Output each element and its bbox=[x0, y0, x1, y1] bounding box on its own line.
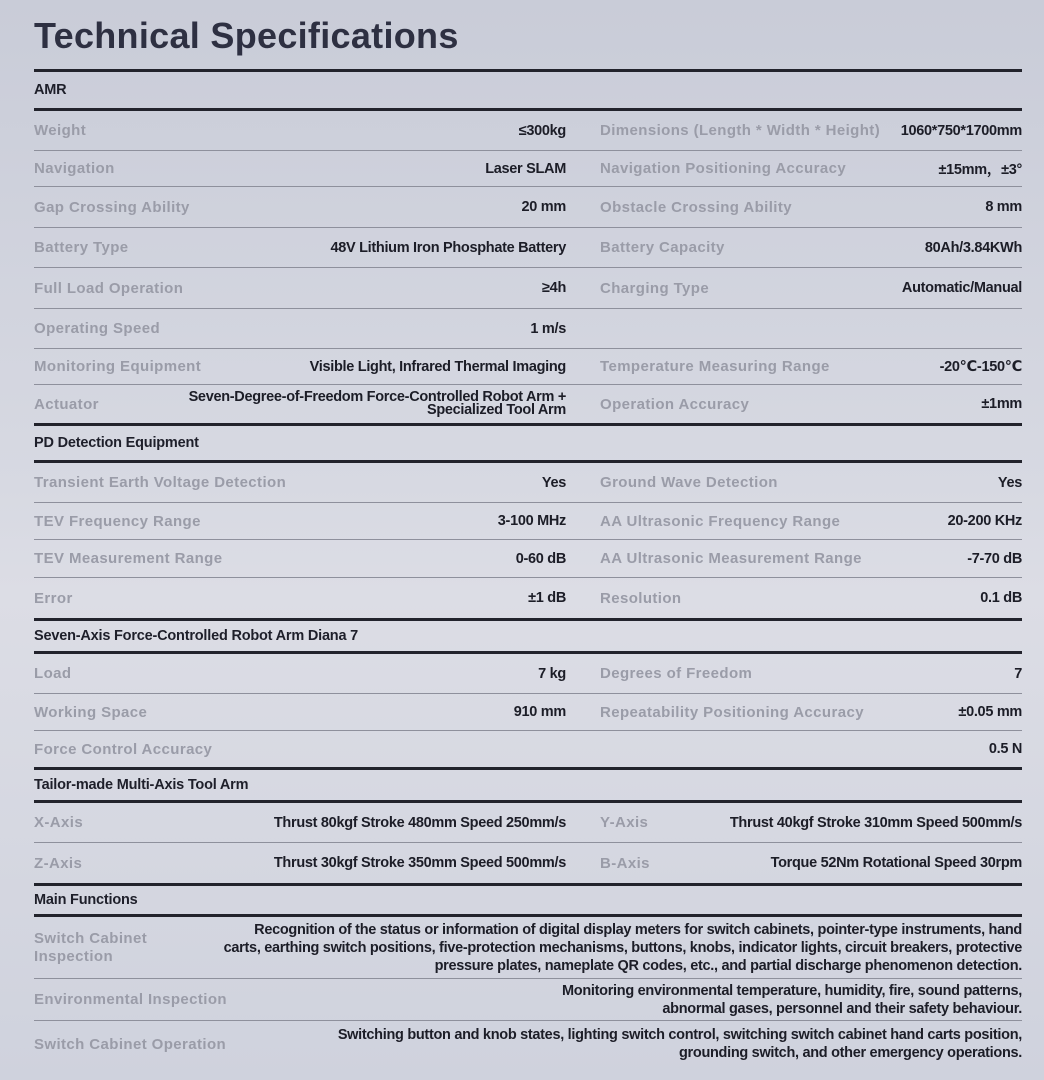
spec-value: Seven-Degree-of-Freedom Force-Controlled Robot Arm + Specialized Tool Arm bbox=[188, 389, 566, 418]
spec-label: Actuator bbox=[34, 395, 99, 413]
spec-label: Ground Wave Detection bbox=[600, 474, 778, 491]
spec-label: AA Ultrasonic Measurement Range bbox=[600, 550, 862, 567]
spec-row bbox=[34, 694, 1022, 731]
function-row bbox=[34, 1021, 1022, 1067]
spec-label: Dimensions (Length * Width * Height) bbox=[600, 122, 881, 139]
spec-value: 20 mm bbox=[521, 199, 566, 215]
spec-value: ±1mm bbox=[981, 396, 1022, 412]
spec-value: Laser SLAM bbox=[485, 160, 566, 177]
spec-value: 48V Lithium Iron Phosphate Battery bbox=[330, 239, 566, 256]
spec-label: B-Axis bbox=[600, 854, 650, 872]
spec-row bbox=[34, 843, 1022, 883]
spec-value: Automatic/Manual bbox=[901, 280, 1022, 296]
function-label: Switch Cabinet Operation bbox=[34, 1035, 227, 1053]
spec-label: Gap Crossing Ability bbox=[34, 198, 190, 216]
spec-value: 1060*750*1700mm bbox=[900, 122, 1022, 139]
spec-label: Battery Capacity bbox=[600, 239, 725, 256]
spec-value: 0.5 N bbox=[988, 741, 1022, 757]
spec-label: AA Ultrasonic Frequency Range bbox=[600, 512, 841, 530]
spec-label: Degrees of Freedom bbox=[600, 665, 753, 682]
spec-row bbox=[34, 228, 1022, 268]
spec-value: ±1 dB bbox=[528, 590, 566, 606]
spec-label: Operation Accuracy bbox=[600, 395, 750, 413]
spec-value: Thrust 80kgf Stroke 480mm Speed 250mm/s bbox=[273, 814, 566, 831]
spec-label: Y-Axis bbox=[600, 814, 649, 831]
spec-value: Thrust 40kgf Stroke 310mm Speed 500mm/s bbox=[729, 814, 1022, 831]
page-title: Technical Specifications bbox=[34, 15, 459, 56]
spec-value: ≥4h bbox=[542, 280, 566, 296]
spec-label: Obstacle Crossing Ability bbox=[600, 198, 792, 216]
spec-value: -20℃-150℃ bbox=[939, 358, 1022, 375]
spec-row bbox=[34, 268, 1022, 309]
spec-label: Full Load Operation bbox=[34, 279, 184, 297]
spec-value: ±0.05 mm bbox=[958, 704, 1022, 720]
spec-value: ±15mm，±3° bbox=[938, 162, 1022, 178]
spec-value: 20-200 KHz bbox=[947, 513, 1022, 529]
spec-value: ≤300kg bbox=[518, 122, 566, 139]
spec-label: Resolution bbox=[600, 589, 682, 607]
section-heading-pd: PD Detection Equipment bbox=[34, 423, 1022, 463]
function-label: Switch Cabinet Inspection bbox=[34, 929, 148, 965]
spec-value: 3-100 MHz bbox=[497, 513, 566, 529]
spec-value: 0-60 dB bbox=[515, 550, 566, 567]
spec-label: Transient Earth Voltage Detection bbox=[34, 474, 287, 491]
spec-label: Force Control Accuracy bbox=[34, 740, 213, 758]
spec-value: 80Ah/3.84KWh bbox=[924, 239, 1022, 256]
spec-label: TEV Measurement Range bbox=[34, 550, 223, 567]
spec-label: Operating Speed bbox=[34, 320, 161, 337]
spec-value: Visible Light, Infrared Thermal Imaging bbox=[309, 358, 566, 375]
spec-value: Yes bbox=[997, 474, 1022, 491]
spec-row bbox=[34, 151, 1022, 187]
section-heading-robot-arm: Seven-Axis Force-Controlled Robot Arm Diana 7 bbox=[34, 618, 1022, 654]
spec-label: Navigation bbox=[34, 160, 115, 177]
spec-value: 0.1 dB bbox=[980, 590, 1022, 606]
section-heading-tool-arm: Tailor-made Multi-Axis Tool Arm bbox=[34, 767, 1022, 803]
spec-value: 910 mm bbox=[513, 704, 566, 720]
spec-label: Error bbox=[34, 589, 73, 607]
spec-row bbox=[34, 540, 1022, 578]
function-label: Environmental Inspection bbox=[34, 991, 227, 1008]
spec-row bbox=[34, 309, 1022, 349]
spec-label: Weight bbox=[34, 122, 87, 139]
spec-label: Charging Type bbox=[600, 279, 710, 297]
spec-label: Navigation Positioning Accuracy bbox=[600, 160, 847, 177]
spec-value: 1 m/s bbox=[530, 320, 566, 337]
spec-value: 7 kg bbox=[538, 665, 566, 682]
spec-row bbox=[34, 385, 1022, 423]
section-heading-main-functions: Main Functions bbox=[34, 883, 1022, 917]
spec-value: Thrust 30kgf Stroke 350mm Speed 500mm/s bbox=[273, 855, 566, 871]
spec-row bbox=[34, 111, 1022, 151]
function-description: Monitoring environmental temperature, humidity, fire, sound patterns, abnormal gases, personnel and their safety behaviour. bbox=[562, 982, 1022, 1017]
section-heading-amr: AMR bbox=[34, 69, 1022, 111]
spec-value: Torque 52Nm Rotational Speed 30rpm bbox=[770, 855, 1022, 871]
spec-label: Monitoring Equipment bbox=[34, 358, 202, 375]
spec-value: -7-70 dB bbox=[967, 550, 1022, 567]
spec-row bbox=[34, 463, 1022, 503]
spec-row bbox=[34, 503, 1022, 540]
spec-value: 7 bbox=[1014, 665, 1022, 682]
spec-row bbox=[34, 803, 1022, 843]
function-description: Recognition of the status or information of digital display meters for switch cabinets, pointer-type instruments, hand carts, earthing switch positions, five-protection mechanisms, buttons, knobs, indicator lights, circuit breakers, protective pressure plates, nameplate QR codes, etc., and partial discharge phenomenon detection. bbox=[223, 921, 1022, 974]
spec-row bbox=[34, 349, 1022, 385]
spec-label: Temperature Measuring Range bbox=[600, 358, 830, 375]
spec-label: X-Axis bbox=[34, 814, 84, 831]
spec-sheet bbox=[34, 0, 1022, 1067]
spec-label: Load bbox=[34, 665, 72, 682]
spec-row bbox=[34, 578, 1022, 618]
function-description: Switching button and knob states, lighting switch control, switching switch cabinet hand carts position, grounding switch, and other emergency operations. bbox=[337, 1027, 1022, 1061]
spec-label: TEV Frequency Range bbox=[34, 512, 201, 530]
spec-value: Yes bbox=[541, 474, 566, 491]
spec-row bbox=[34, 187, 1022, 228]
spec-label: Working Space bbox=[34, 703, 148, 721]
function-row bbox=[34, 979, 1022, 1021]
spec-value: 8 mm bbox=[985, 199, 1022, 215]
spec-row bbox=[34, 654, 1022, 694]
spec-label: Z-Axis bbox=[34, 854, 83, 872]
spec-row bbox=[34, 731, 1022, 767]
spec-label: Battery Type bbox=[34, 239, 129, 256]
function-row bbox=[34, 917, 1022, 979]
spec-label: Repeatability Positioning Accuracy bbox=[600, 703, 864, 721]
